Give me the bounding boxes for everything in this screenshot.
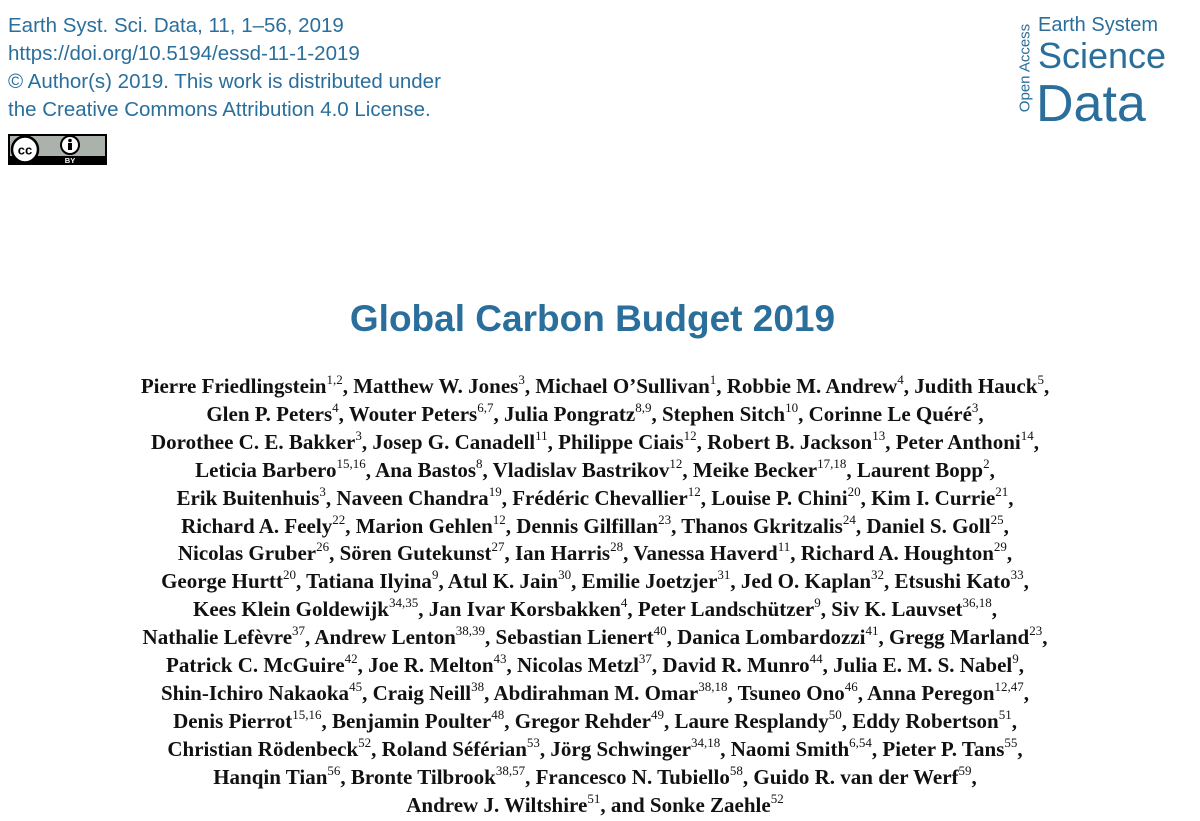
- author-affiliation[interactable]: 3: [518, 372, 525, 387]
- author-line: Pierre Friedlingstein$^{1,2}$, Matthew W. Jones$^3$, Michael O’Sullivan$^1$, Robbie M. Andrew$^4$, Judith Hauck$^5$,: [140, 372, 1050, 398]
- author-name: George Hurtt: [161, 569, 283, 594]
- author-name: Erik Buitenhuis: [176, 485, 320, 510]
- author-affiliation[interactable]: 30: [558, 567, 572, 583]
- author-name: Robbie M. Andrew: [726, 374, 898, 398]
- author-name: Emilie Joetzjer: [581, 569, 718, 594]
- author-affiliation[interactable]: 14: [1020, 427, 1034, 443]
- copyright-line: © Author(s) 2019. This work is distributed under: [8, 70, 441, 93]
- author-affiliation[interactable]: 27: [491, 539, 505, 555]
- author-name: Josep G. Canadell: [372, 429, 536, 454]
- author-affiliation[interactable]: 11: [535, 427, 548, 443]
- author-name: Vanessa Haverd: [633, 541, 778, 566]
- author-affiliation[interactable]: 21: [995, 483, 1009, 499]
- author-name: David R. Munro: [662, 653, 810, 678]
- author-name: Gregg Marland: [889, 625, 1030, 650]
- journal-logo-line3: Data: [1036, 75, 1146, 133]
- author-affiliation[interactable]: 9: [431, 567, 439, 583]
- citation-block: [8, 12, 441, 124]
- author-affiliation[interactable]: 56: [327, 762, 341, 778]
- author-name: Jörg Schwinger: [550, 736, 691, 761]
- author-affiliation[interactable]: 20: [847, 483, 861, 499]
- author-name: Francesco N. Tubiello: [535, 764, 730, 789]
- author-name: Wouter Peters: [348, 401, 478, 426]
- author-affiliation[interactable]: 12: [669, 455, 683, 471]
- author-line: Hanqin Tian$^{56}$, Bronte Tilbrook$^{38,57}$, Francesco N. Tubiello$^{58}$, Guido R. van der Werf$^{59}$,: [213, 762, 977, 789]
- author-name: Nicolas Gruber: [177, 541, 317, 566]
- author-affiliation[interactable]: 8: [476, 455, 483, 471]
- author-affiliation[interactable]: 5: [1037, 372, 1044, 387]
- author-affiliation[interactable]: 13: [872, 427, 886, 443]
- author-name: Hanqin Tian: [213, 764, 328, 789]
- author-affiliation[interactable]: 38,57: [495, 762, 526, 778]
- author-affiliation[interactable]: 9: [814, 595, 821, 611]
- author-affiliation[interactable]: 3: [319, 483, 326, 499]
- author-affiliation[interactable]: 53: [526, 734, 540, 750]
- author-name: Frédéric Chevallier: [512, 485, 688, 510]
- author-name: Dennis Gilfillan: [516, 513, 659, 538]
- journal-logo-line2: Science: [1038, 35, 1167, 76]
- author-affiliation[interactable]: 12: [683, 427, 697, 443]
- author-name: Atul K. Jain: [447, 569, 559, 594]
- author-affiliation[interactable]: 4: [897, 372, 904, 387]
- author-affiliation[interactable]: 44: [809, 651, 823, 667]
- author-name: Nathalie Lefèvre: [142, 625, 293, 650]
- author-affiliation[interactable]: 38,18: [698, 678, 728, 694]
- author-name: Sebastian Lienert: [495, 625, 654, 650]
- author-name: Vladislav Bastrikov: [492, 457, 670, 482]
- author-name: Peter Landschützer: [637, 597, 815, 622]
- author-affiliation[interactable]: 17,18: [817, 455, 847, 471]
- author-name: Guido R. van der Werf: [753, 764, 959, 789]
- author-name: Patrick C. McGuire: [166, 653, 345, 678]
- author-name: Peter Anthoni: [895, 429, 1021, 454]
- author-affiliation[interactable]: 3: [971, 399, 979, 415]
- author-affiliation[interactable]: 9: [1012, 651, 1019, 667]
- journal-citation: Earth Syst. Sci. Data, 11, 1–56, 2019: [8, 14, 344, 37]
- author-name: Meike Becker: [692, 457, 818, 482]
- author-name: Tsuneo Ono: [737, 680, 845, 705]
- author-affiliation[interactable]: 45: [349, 678, 363, 694]
- author-line: Christian Rödenbeck$^{52}$, Roland Séférian$^{53}$, Jörg Schwinger$^{34,18}$, Naomi Smith$^{6,54}$, Pieter P. Tans$^{55}$,: [167, 734, 1023, 761]
- author-name: Jan Ivar Korsbakken: [428, 597, 621, 622]
- author-line: Dorothee C. E. Bakker$^3$, Josep G. Canadell$^{11}$, Philippe Ciais$^{12}$, Robert B. Jackson$^{13}$, Peter Anthoni$^{14}$,: [151, 427, 1039, 454]
- author-name: Benjamin Poulter: [331, 708, 492, 733]
- author-list: [0, 373, 1190, 820]
- author-name: Roland Séférian: [381, 736, 527, 761]
- author-affiliation[interactable]: 10: [785, 399, 799, 415]
- author-affiliation[interactable]: 52: [358, 734, 372, 750]
- author-name: Sören Gutekunst: [339, 541, 492, 566]
- author-affiliation[interactable]: 8,9: [635, 399, 652, 415]
- author-name: Daniel S. Goll: [866, 513, 991, 538]
- author-affiliation[interactable]: 15,16: [292, 706, 322, 722]
- author-name: Kim I. Currie: [871, 485, 996, 510]
- author-line: Leticia Barbero$^{15,16}$, Ana Bastos$^8$, Vladislav Bastrikov$^{12}$, Meike Becker$^{17,18}$, Laurent Bopp$^2$,: [195, 455, 995, 482]
- open-access-label-box: [1014, 12, 1036, 124]
- author-name: Ana Bastos: [375, 457, 477, 482]
- author-name: Robert B. Jackson: [707, 429, 873, 454]
- author-line: Andrew J. Wiltshire$^{51}$, and Sonke Zaehle$^{52}$: [406, 790, 784, 817]
- cc-text: cc: [17, 142, 33, 158]
- author-affiliation[interactable]: 12,47: [994, 678, 1024, 694]
- author-affiliation[interactable]: 37: [638, 651, 652, 667]
- author-name: Pierre Friedlingstein: [140, 374, 327, 398]
- author-affiliation[interactable]: 34,35: [388, 595, 419, 611]
- author-name: Craig Neill: [372, 680, 472, 705]
- author-line: Richard A. Feely$^{22}$, Marion Gehlen$^{12}$, Dennis Gilfillan$^{23}$, Thanos Gkritzalis$^{24}$, Daniel S. Goll$^{25}$,: [181, 511, 1009, 538]
- author-name: Joe R. Melton: [368, 653, 494, 678]
- doi-link[interactable]: https://doi.org/10.5194/essd-11-1-2019: [8, 42, 360, 65]
- author-name: Danica Lombardozzi: [677, 625, 866, 650]
- author-name: Louise P. Chini: [711, 485, 848, 510]
- author-affiliation[interactable]: 59: [958, 762, 972, 778]
- author-affiliation[interactable]: 2: [983, 455, 990, 471]
- author-name: Nicolas Metzl: [517, 653, 639, 678]
- author-affiliation[interactable]: 6,7: [477, 399, 494, 415]
- author-affiliation[interactable]: 15,16: [336, 455, 366, 471]
- author-name: Dorothee C. E. Bakker: [151, 429, 356, 454]
- author-name: Bronte Tilbrook: [350, 764, 496, 789]
- author-affiliation[interactable]: 31: [717, 567, 731, 583]
- author-name: Stephen Sitch: [661, 401, 786, 426]
- author-name: Christian Rödenbeck: [167, 736, 359, 761]
- author-affiliation[interactable]: 33: [1010, 567, 1024, 583]
- author-affiliation[interactable]: 38,39: [455, 623, 486, 639]
- author-affiliation[interactable]: 50: [828, 706, 842, 722]
- author-affiliation[interactable]: 12: [492, 511, 506, 527]
- author-affiliation[interactable]: 28: [610, 539, 624, 555]
- author-affiliation[interactable]: 24: [842, 511, 856, 527]
- author-name: Anna Peregon: [867, 680, 995, 705]
- author-affiliation[interactable]: 42: [344, 651, 358, 667]
- by-text: BY: [64, 156, 76, 165]
- author-name: Richard A. Houghton: [800, 541, 994, 566]
- author-name: Andrew J. Wiltshire: [406, 792, 588, 817]
- author-name: Pieter P. Tans: [882, 736, 1005, 761]
- author-line: Denis Pierrot$^{15,16}$, Benjamin Poulter$^{48}$, Gregor Rehder$^{49}$, Laure Resplandy$^{50}$, Eddy Robertson$^{51}$,: [173, 706, 1017, 733]
- author-name: Laurent Bopp: [856, 457, 984, 482]
- author-affiliation[interactable]: 32: [871, 567, 885, 583]
- author-affiliation[interactable]: 11: [777, 539, 791, 555]
- author-name: and Sonke Zaehle: [610, 792, 771, 817]
- author-affiliation[interactable]: 12: [687, 483, 701, 499]
- author-line: Erik Buitenhuis$^3$, Naveen Chandra$^{19}$, Frédéric Chevallier$^{12}$, Louise P. Chini$^{20}$, Kim I. Currie$^{21}$,: [176, 483, 1014, 510]
- author-affiliation[interactable]: 34,18: [690, 734, 721, 750]
- author-affiliation[interactable]: 3: [355, 427, 362, 443]
- author-name: Thanos Gkritzalis: [681, 513, 843, 538]
- author-name: Richard A. Feely: [181, 513, 333, 538]
- creative-commons-by-icon[interactable]: [8, 134, 107, 165]
- author-name: Corinne Le Quéré: [808, 401, 972, 426]
- author-affiliation[interactable]: 51: [998, 706, 1012, 722]
- author-affiliation[interactable]: 25: [990, 511, 1004, 527]
- author-affiliation[interactable]: 23: [658, 511, 672, 527]
- author-name: Jed O. Kaplan: [740, 569, 872, 594]
- author-name: Philippe Ciais: [558, 429, 684, 454]
- author-affiliation[interactable]: 29: [993, 539, 1007, 555]
- author-name: Marion Gehlen: [355, 513, 493, 538]
- open-access-label: Open Access: [1016, 23, 1034, 113]
- author-name: Etsushi Kato: [894, 569, 1011, 594]
- author-affiliation[interactable]: 6,54: [849, 734, 872, 750]
- author-line: Nicolas Gruber$^{26}$, Sören Gutekunst$^{27}$, Ian Harris$^{28}$, Vanessa Haverd$^{11}$, Richard A. Houghton$^{29}$,: [177, 539, 1013, 566]
- author-name: Leticia Barbero: [195, 457, 337, 482]
- author-name: Siv K. Lauvset: [831, 597, 963, 622]
- author-affiliation[interactable]: 23: [1029, 623, 1043, 639]
- journal-logo[interactable]: [1016, 12, 1178, 133]
- author-line: Kees Klein Goldewijk$^{34,35}$, Jan Ivar Korsbakken$^4$, Peter Landschützer$^9$, Siv K. Lauvset$^{36,18}$,: [192, 595, 998, 622]
- author-name: Denis Pierrot: [173, 708, 293, 733]
- author-name: Kees Klein Goldewijk: [192, 597, 389, 622]
- author-affiliation[interactable]: 55: [1004, 734, 1018, 750]
- author-name: Glen P. Peters: [206, 401, 333, 426]
- author-affiliation[interactable]: 51: [587, 790, 601, 806]
- author-name: Gregor Rehder: [514, 708, 651, 733]
- license-line: the Creative Commons Attribution 4.0 License.: [8, 98, 431, 121]
- author-name: Eddy Robertson: [852, 708, 999, 733]
- author-line: Shin-Ichiro Nakaoka$^{45}$, Craig Neill$^{38}$, Abdirahman M. Omar$^{38,18}$, Tsuneo Ono$^{46}$, Anna Peregon$^{12,47}$,: [160, 678, 1030, 705]
- author-name: Abdirahman M. Omar: [493, 680, 699, 705]
- author-name: Shin-Ichiro Nakaoka: [160, 680, 350, 705]
- author-line: Nathalie Lefèvre$^{37}$, Andrew Lenton$^{38,39}$, Sebastian Lienert$^{40}$, Danica Lombardozzi$^{41}$, Gregg Marland$^{23}$,: [142, 623, 1048, 650]
- journal-logo-line1: Earth System: [1038, 14, 1159, 36]
- author-affiliation[interactable]: 1,2: [326, 372, 343, 387]
- author-name: Andrew Lenton: [314, 625, 456, 650]
- author-affiliation[interactable]: 4: [332, 399, 339, 415]
- author-affiliation[interactable]: 1: [709, 372, 717, 387]
- author-affiliation[interactable]: 26: [316, 539, 330, 555]
- author-affiliation[interactable]: 20: [282, 567, 296, 583]
- author-line: George Hurtt$^{20}$, Tatiana Ilyina$^9$, Atul K. Jain$^{30}$, Emilie Joetzjer$^{31}$, Jed O. Kaplan$^{32}$, Etsushi Kato$^{33}$,: [161, 567, 1029, 594]
- author-name: Naomi Smith: [730, 736, 850, 761]
- author-affiliation[interactable]: 19: [488, 483, 502, 499]
- author-affiliation[interactable]: 4: [620, 595, 628, 611]
- author-name: Julia Pongratz: [503, 401, 636, 426]
- author-name: Michael O’Sullivan: [535, 374, 710, 398]
- author-name: Ian Harris: [515, 541, 611, 566]
- author-name: Julia E. M. S. Nabel: [833, 653, 1013, 678]
- author-name: Matthew W. Jones: [353, 374, 519, 398]
- author-affiliation[interactable]: 52: [770, 790, 784, 806]
- author-affiliation[interactable]: 36,18: [962, 595, 992, 611]
- author-affiliation[interactable]: 38: [471, 678, 485, 694]
- author-affiliation[interactable]: 58: [729, 762, 743, 778]
- author-affiliation[interactable]: 48: [491, 706, 505, 722]
- author-name: Laure Resplandy: [674, 708, 829, 733]
- author-name: Tatiana Ilyina: [306, 569, 432, 594]
- author-name: Naveen Chandra: [336, 485, 489, 510]
- author-affiliation[interactable]: 37: [292, 623, 306, 639]
- paper-title: Global Carbon Budget 2019: [349, 298, 836, 339]
- author-affiliation[interactable]: 46: [844, 678, 858, 694]
- author-affiliation[interactable]: 40: [653, 623, 667, 639]
- author-affiliation[interactable]: 41: [865, 623, 879, 639]
- author-line: Glen P. Peters$^4$, Wouter Peters$^{6,7}$, Julia Pongratz$^{8,9}$, Stephen Sitch$^{10}$, Corinne Le Quéré$^3$,: [206, 399, 984, 426]
- author-affiliation[interactable]: 43: [493, 651, 507, 667]
- author-affiliation[interactable]: 22: [332, 511, 346, 527]
- author-line: Patrick C. McGuire$^{42}$, Joe R. Melton$^{43}$, Nicolas Metzl$^{37}$, David R. Munro$^{44}$, Julia E. M. S. Nabel$^9$,: [166, 651, 1024, 678]
- author-name: Judith Hauck: [914, 374, 1038, 398]
- author-affiliation[interactable]: 49: [651, 706, 664, 722]
